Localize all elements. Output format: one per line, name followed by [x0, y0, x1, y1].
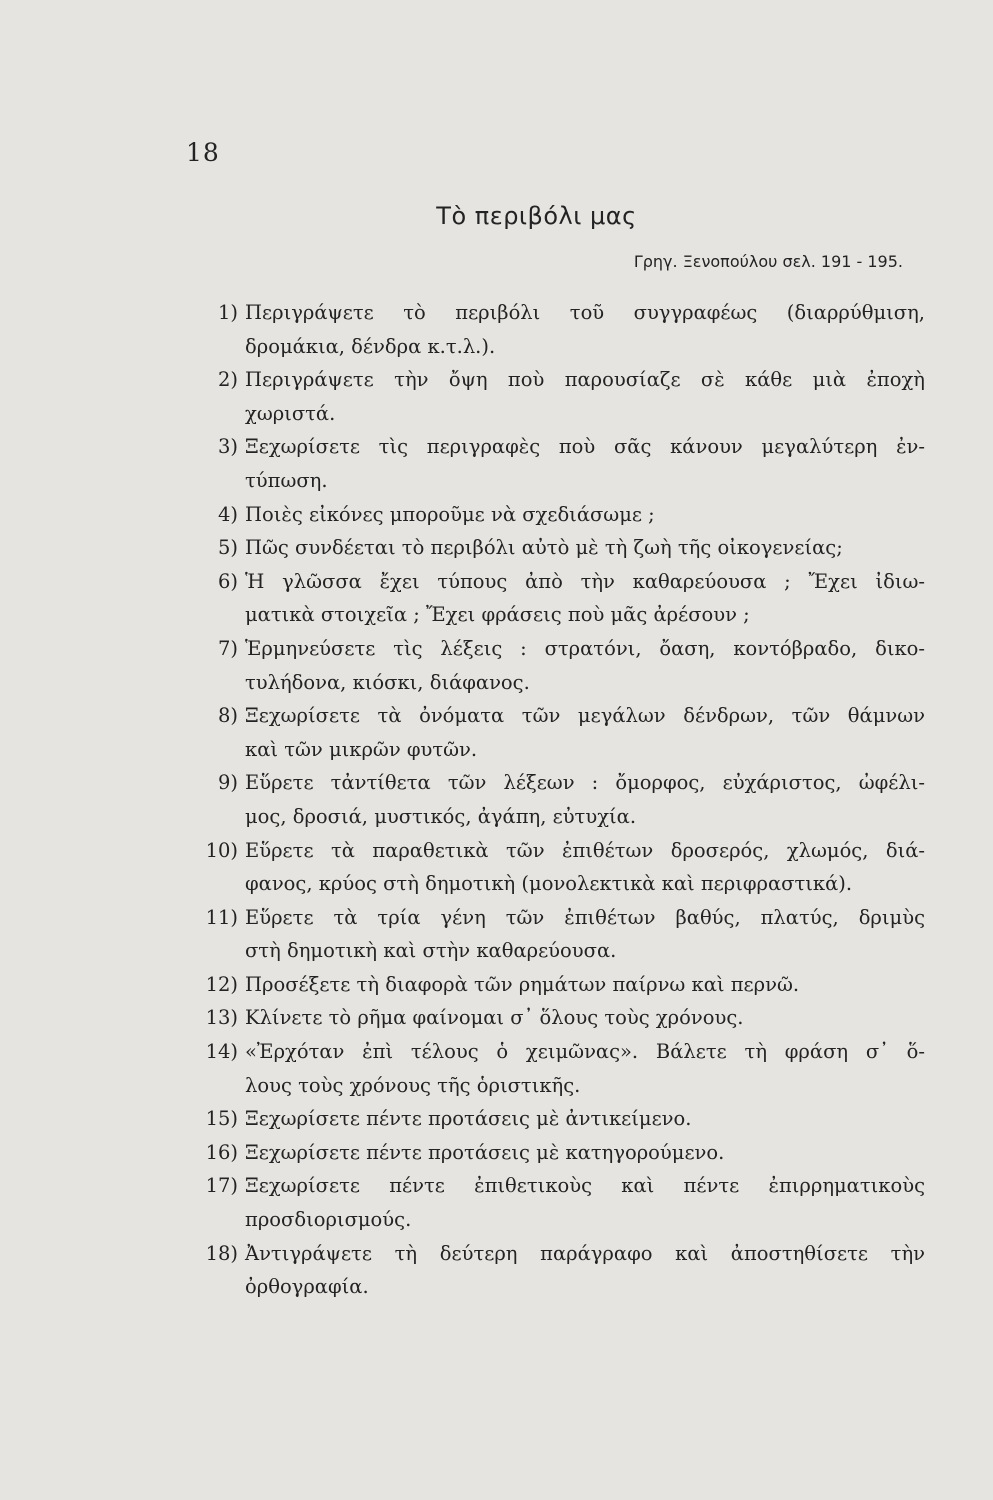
question-number: 2)	[217, 368, 238, 392]
question-item	[197, 1237, 925, 1304]
page-title: Τὸ περιβόλι μας	[436, 202, 637, 230]
question-line: τύπωση.	[245, 468, 328, 492]
question-line: Ξεχωρίσετε τὶς περιγραφὲς ποὺ σᾶς κάνουν μεγαλύτερη ἐν-	[245, 435, 925, 459]
question-line: καὶ τῶν μικρῶν φυτῶν.	[245, 737, 478, 761]
question-item	[197, 531, 925, 565]
question-number: 17)	[205, 1174, 238, 1198]
question-text	[245, 565, 925, 632]
question-line: ματικὰ στοιχεῖα ; Ἔχει φράσεις ποὺ μᾶς ἀρέσουν ;	[245, 603, 750, 627]
question-text	[245, 901, 925, 968]
question-number: 12)	[205, 972, 238, 996]
question-line: δρομάκια, δένδρα κ.τ.λ.).	[245, 334, 496, 358]
question-item	[197, 1169, 925, 1236]
question-line: Περιγράψετε τὴν ὄψη ποὺ παρουσίαζε σὲ κάθε μιὰ ἐποχὴ	[245, 368, 925, 392]
question-text	[245, 1001, 925, 1035]
question-number: 18)	[205, 1241, 238, 1265]
question-item	[197, 1001, 925, 1035]
question-text	[245, 1102, 925, 1136]
question-line: Ξεχωρίσετε πέντε προτάσεις μὲ ἀντικείμενο.	[245, 1107, 692, 1131]
question-number: 10)	[205, 838, 238, 862]
question-line: φανος, κρύος στὴ δημοτικὴ (μονολεκτικὰ καὶ περιφραστικά).	[245, 872, 853, 896]
question-item	[197, 766, 925, 833]
question-line: Πῶς συνδέεται τὸ περιβόλι αὐτὸ μὲ τὴ ζωὴ τῆς οἰκογενείας;	[245, 536, 843, 560]
question-text	[245, 766, 925, 833]
question-line: λους τοὺς χρόνους τῆς ὁριστικῆς.	[245, 1073, 581, 1097]
page-number: 18	[186, 138, 220, 167]
question-line: προσδιορισμούς.	[245, 1208, 412, 1232]
question-item	[197, 968, 925, 1002]
question-line: τυλήδονα, κιόσκι, διάφανος.	[245, 670, 530, 694]
question-text	[245, 531, 925, 565]
question-item	[197, 699, 925, 766]
question-item	[197, 296, 925, 363]
question-number: 13)	[205, 1006, 238, 1030]
question-line: μος, δροσιά, μυστικός, ἀγάπη, εὐτυχία.	[245, 804, 637, 828]
question-line: Ξεχωρίσετε τὰ ὀνόματα τῶν μεγάλων δένδρων, τῶν θάμνων	[245, 704, 925, 728]
question-line: Ποιὲς εἰκόνες μποροῦμε νὰ σχεδιάσωμε ;	[245, 502, 655, 526]
question-text	[245, 1136, 925, 1170]
question-item	[197, 1035, 925, 1102]
question-line: ὀρθογραφία.	[245, 1275, 369, 1299]
question-line: χωριστά.	[245, 401, 336, 425]
question-line: Ξεχωρίσετε πέντε προτάσεις μὲ κατηγορούμενο.	[245, 1140, 725, 1164]
question-line: Εὕρετε τἀντίθετα τῶν λέξεων : ὄμορφος, εὐχάριστος, ὠφέλι-	[245, 771, 925, 795]
question-item	[197, 632, 925, 699]
question-text	[245, 1169, 925, 1236]
question-line: Εὕρετε τὰ τρία γένη τῶν ἐπιθέτων βαθύς, πλατύς, δριμὺς	[245, 905, 925, 929]
question-number: 4)	[217, 502, 238, 526]
question-item	[197, 1136, 925, 1170]
question-item	[197, 498, 925, 532]
question-item	[197, 834, 925, 901]
question-line: Ἑρμηνεύσετε τὶς λέξεις : στρατόνι, ὄαση, κοντόβραδο, δικο-	[245, 636, 925, 660]
question-text	[245, 498, 925, 532]
question-number: 1)	[217, 301, 238, 324]
question-number: 8)	[217, 704, 238, 728]
question-item	[197, 430, 925, 497]
question-number: 6)	[217, 569, 238, 593]
question-item	[197, 565, 925, 632]
question-number: 7)	[217, 636, 238, 660]
question-number: 11)	[205, 905, 238, 929]
question-item	[197, 901, 925, 968]
question-text	[245, 1035, 925, 1102]
question-line: «Ἐρχόταν ἐπὶ τέλους ὁ χειμῶνας». Βάλετε τὴ φράση σ᾽ ὅ-	[245, 1040, 925, 1064]
question-text	[245, 363, 925, 430]
question-text	[245, 1237, 925, 1304]
question-list	[197, 296, 925, 1304]
question-number: 9)	[217, 771, 238, 795]
question-line: Κλίνετε τὸ ρῆμα φαίνομαι σ᾽ ὅλους τοὺς χρόνους.	[245, 1006, 744, 1030]
question-text	[245, 296, 925, 363]
question-line: Προσέξετε τὴ διαφορὰ τῶν ρημάτων παίρνω καὶ περνῶ.	[245, 972, 800, 996]
question-number: 14)	[205, 1040, 238, 1064]
question-line: Ξεχωρίσετε πέντε ἐπιθετικοὺς καὶ πέντε ἐπιρρηματικοὺς	[245, 1174, 925, 1198]
question-number: 5)	[217, 536, 238, 560]
question-line: Εὕρετε τὰ παραθετικὰ τῶν ἐπιθέτων δροσερός, χλωμός, διά-	[245, 838, 925, 862]
question-number: 15)	[205, 1107, 238, 1131]
question-item	[197, 1102, 925, 1136]
question-text	[245, 834, 925, 901]
question-text	[245, 968, 925, 1002]
source-reference: Γρηγ. Ξενοπούλου σελ. 191 - 195.	[633, 252, 903, 271]
question-line: Περιγράψετε τὸ περιβόλι τοῦ συγγραφέως (διαρρύθμιση,	[245, 301, 925, 324]
question-line: στὴ δημοτικὴ καὶ στὴν καθαρεύουσα.	[245, 939, 617, 963]
question-number: 16)	[205, 1140, 238, 1164]
question-text	[245, 699, 925, 766]
question-item	[197, 363, 925, 430]
question-line: Ἀντιγράψετε τὴ δεύτερη παράγραφο καὶ ἀποστηθίσετε τὴν	[245, 1241, 925, 1265]
question-line: Ἡ γλῶσσα ἔχει τύπους ἀπὸ τὴν καθαρεύουσα ; Ἔχει ἰδιω-	[245, 569, 925, 593]
question-text	[245, 632, 925, 699]
question-text	[245, 430, 925, 497]
question-number: 3)	[217, 435, 238, 459]
